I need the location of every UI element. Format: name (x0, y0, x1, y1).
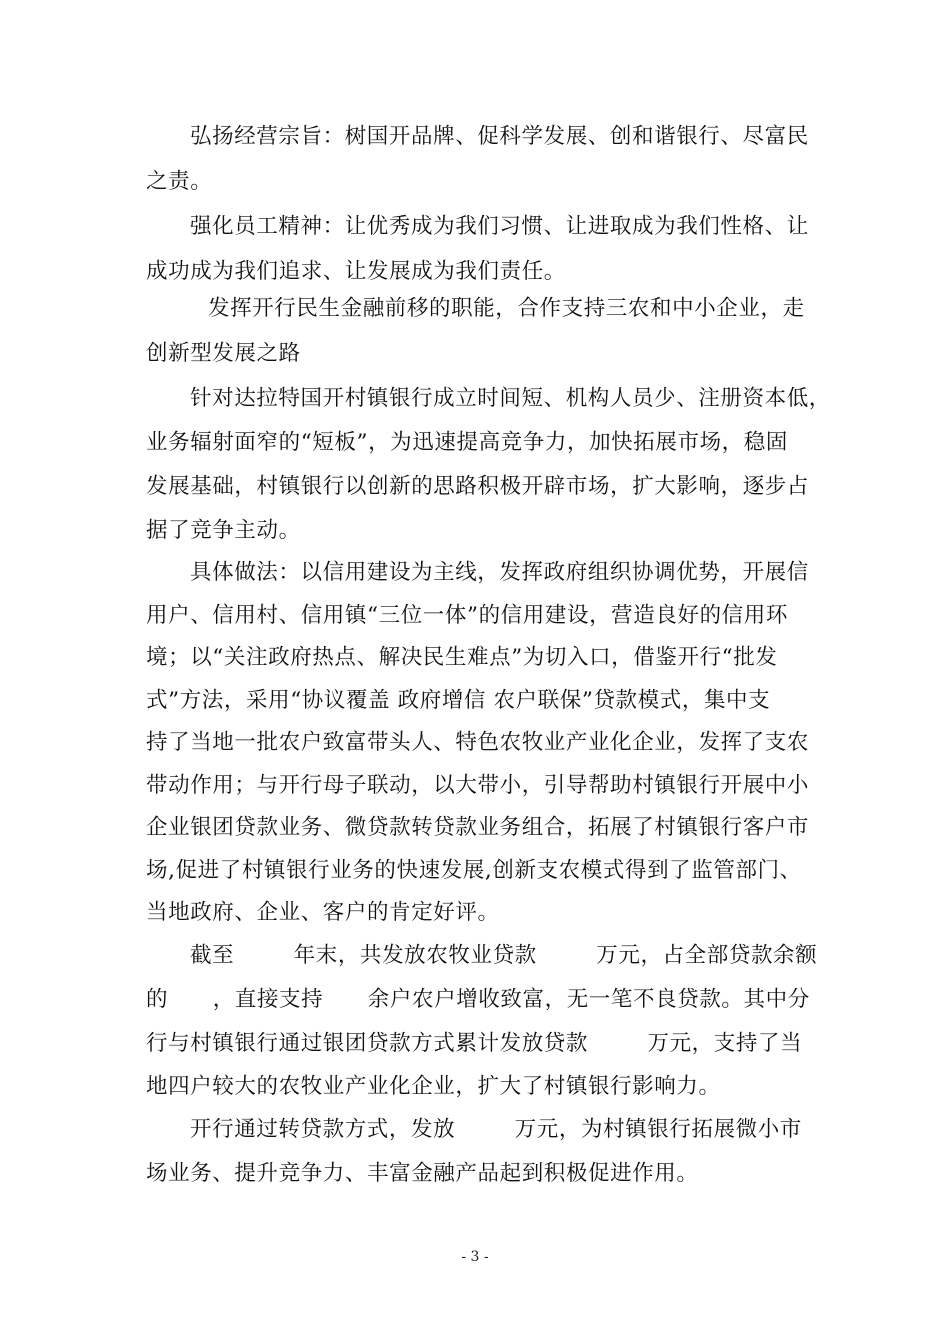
paragraph-line: 弘扬经营宗旨：树国开品牌、促科学发展、创和谐银行、尽富民 (190, 124, 809, 149)
paragraph-line: 地四户较大的农牧业产业化企业，扩大了村镇银行影响力。 (146, 1074, 721, 1099)
paragraph-line: 场业务、提升竞争力、丰富金融产品起到积极促进作用。 (146, 1161, 699, 1186)
paragraph-line: 成功成为我们追求、让发展成为我们责任。 (146, 259, 566, 284)
paragraph-line: 用户、信用村、信用镇“三位一体”的信用建设，营造良好的信用环 (146, 603, 788, 628)
paragraph-line: 持了当地一批农户致富带头人、特色农牧业产业化企业，发挥了支农 (146, 730, 810, 755)
section-heading-line: 创新型发展之路 (146, 341, 301, 366)
paragraph-line: 截至 年末，共发放农牧业贷款 万元，占全部贷款余额 (190, 943, 818, 968)
paragraph-line: 行与村镇银行通过银团贷款方式累计发放贷款 万元，支持了当 (146, 1031, 803, 1056)
paragraph-line: 业务辐射面窄的“短板”，为迅速提高竞争力，加快拓展市场，稳固 (146, 430, 788, 455)
paragraph-line: 据了竞争主动。 (146, 518, 301, 543)
paragraph-line: 企业银团贷款业务、微贷款转贷款业务组合，拓展了村镇银行客户市 (146, 815, 810, 840)
paragraph-line: 的 ，直接支持 余户农户增收致富，无一笔不良贷款。其中分 (146, 987, 810, 1012)
paragraph-line: 当地政府、企业、客户的肯定好评。 (146, 900, 500, 925)
page-number: - 3 - (461, 1249, 489, 1265)
paragraph-line: 具体做法：以信用建设为主线，发挥政府组织协调优势，开展信 (190, 560, 809, 585)
paragraph-line: 之责。 (146, 169, 213, 194)
paragraph-line: 带动作用；与开行母子联动，以大带小，引导帮助村镇银行开展中小 (146, 773, 810, 798)
paragraph-line: 强化员工精神：让优秀成为我们习惯、让进取成为我们性格、让 (190, 214, 809, 239)
paragraph-line: 式”方法，采用“协议覆盖 政府增信 农户联保”贷款模式，集中支 (146, 688, 771, 713)
paragraph-line: 发展基础，村镇银行以创新的思路积极开辟市场，扩大影响，逐步占 (146, 474, 810, 499)
paragraph-line: 场,促进了村镇银行业务的快速发展,创新支农模式得到了监管部门、 (146, 858, 802, 883)
paragraph-line: 开行通过转贷款方式，发放 万元，为村镇银行拓展微小市 (190, 1117, 802, 1142)
paragraph-line: 针对达拉特国开村镇银行成立时间短、机构人员少、注册资本低， (190, 386, 831, 411)
section-heading-line: 发挥开行民生金融前移的职能，合作支持三农和中小企业，走 (208, 296, 805, 321)
paragraph-line: 境；以“关注政府热点、解决民生难点”为切入口，借鉴开行“批发 (146, 645, 778, 670)
